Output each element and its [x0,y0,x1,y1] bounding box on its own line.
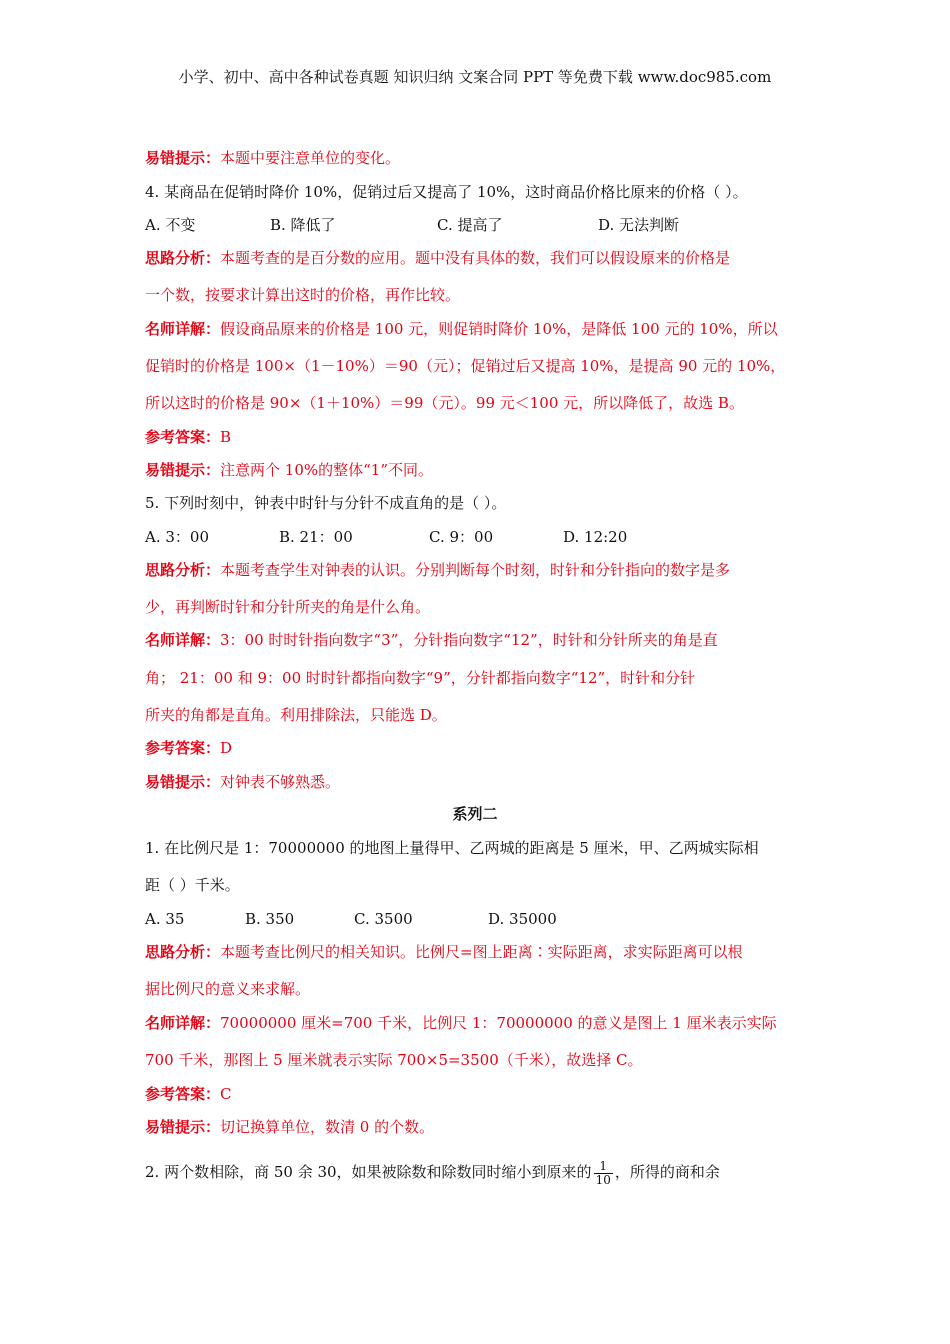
detail-text: 假设商品原来的价格是 100 元，则促销时降价 10%，是降低 100 元的 10%，所以 [220,320,778,338]
analysis-text: 本题考查比例尺的相关知识。比例尺=图上距离∶实际距离，求实际距离可以根 [220,943,743,961]
tip-line [145,771,340,793]
stem-after-fraction: ，所得的商和余 [614,1163,720,1181]
detail-label: 名师详解： [145,320,221,338]
detail-line-1 [145,318,778,340]
detail-line-3: 所以这时的价格是 90×（1＋10%）＝99（元）。99 元＜100 元，所以降低了，故选 B。 [145,394,744,412]
option-a: A. 35 [145,910,185,928]
analysis-text: 本题考查的是百分数的应用。题中没有具体的数，我们可以假设原来的价格是 [220,249,731,267]
series2-question-1-stem-2: 距（ ）千米。 [145,876,240,894]
detail-line-2: 促销时的价格是 100×（1－10%）＝90（元）；促销过后又提高 10%，是提高 90 元的 10%， [145,357,786,375]
detail-line-2: 角； 21：00 和 9：00 时时针都指向数字“9”，分针都指向数字“12”，时针和分针 [145,669,696,687]
option-c: C. 9：00 [429,528,494,546]
tip-text: 切记换算单位，数清 0 的个数。 [220,1118,435,1136]
stem-before-fraction: 2. 两个数相除，商 50 余 30，如果被除数和除数同时缩小到原来的 [145,1163,592,1181]
option-d: D. 35000 [488,910,557,928]
analysis-line-1 [145,247,730,269]
tip-label: 易错提示： [145,773,221,791]
series2-question-1-stem-1: 1. 在比例尺是 1：70000000 的地图上量得甲、乙两城的距离是 5 厘米，甲、乙两城实际相 [145,839,759,857]
answer-value: D [220,739,233,757]
option-c: C. 提高了 [437,216,503,234]
analysis-line-2: 一个数，按要求计算出这时的价格，再作比较。 [145,286,461,304]
option-b: B. 21：00 [279,528,353,546]
tip-label: 易错提示： [145,149,221,167]
analysis-line-2: 据比例尺的意义来求解。 [145,980,311,998]
fraction-denominator: 10 [595,1172,611,1187]
analysis-label: 思路分析： [145,561,221,579]
tip-line [145,1116,434,1138]
tip-text: 本题中要注意单位的变化。 [220,149,401,167]
detail-label: 名师详解： [145,1014,221,1032]
answer-line [145,737,232,759]
analysis-text: 本题考查学生对钟表的认识。分别判断每个时刻，时针和分针指向的数字是多 [220,561,731,579]
answer-value: C [220,1085,232,1103]
answer-line [145,1083,232,1105]
fraction-numerator: 1 [594,1160,613,1174]
fraction [594,1160,613,1187]
question-5-options [145,526,627,548]
answer-line [145,426,231,448]
detail-text: 3：00 时时针指向数字“3”，分针指向数字“12”，时针和分针所夹的角是直 [220,631,718,649]
question-5-stem: 5. 下列时刻中，钟表中时针与分针不成直角的是（ ）。 [145,494,507,512]
detail-line-3: 所夹的角都是直角。利用排除法，只能选 D。 [145,706,447,724]
tip-line [145,459,433,481]
analysis-label: 思路分析： [145,249,221,267]
series2-question-2-stem [145,1155,720,1189]
tip-label: 易错提示： [145,461,221,479]
question-4-options [145,214,679,236]
analysis-label: 思路分析： [145,943,221,961]
detail-line-1 [145,1012,777,1034]
series2-question-1-options [145,908,557,930]
section-title: 系列二 [452,805,498,823]
detail-line-1 [145,629,718,651]
tip-text: 注意两个 10%的整体“1”不同。 [220,461,434,479]
option-b: B. 降低了 [270,216,336,234]
analysis-line-1 [145,559,730,581]
answer-label: 参考答案： [145,428,221,446]
detail-line-2: 700 千米，那图上 5 厘米就表示实际 700×5=3500（千米），故选择 C。 [145,1051,643,1069]
tip-text: 对钟表不够熟悉。 [220,773,341,791]
answer-label: 参考答案： [145,739,221,757]
analysis-line-2: 少，再判断时针和分针所夹的角是什么角。 [145,598,431,616]
tip-label: 易错提示： [145,1118,221,1136]
answer-value: B [220,428,232,446]
option-c: C. 3500 [354,910,413,928]
option-b: B. 350 [245,910,295,928]
detail-label: 名师详解： [145,631,221,649]
option-d: D. 12:20 [563,528,628,546]
option-d: D. 无法判断 [598,216,680,234]
page-header: 小学、初中、高中各种试卷真题 知识归纳 文案合同 PPT 等免费下载 www.doc985.com [178,68,772,86]
option-a: A. 不变 [145,216,196,234]
analysis-line-1 [145,941,743,963]
question-4-stem: 4. 某商品在促销时降价 10%，促销过后又提高了 10%，这时商品价格比原来的价格（ ）。 [145,183,748,201]
option-a: A. 3：00 [145,528,209,546]
detail-text: 70000000 厘米=700 千米，比例尺 1：70000000 的意义是图上 1 厘米表示实际 [220,1014,777,1032]
answer-label: 参考答案： [145,1085,221,1103]
tip-line [145,147,400,169]
